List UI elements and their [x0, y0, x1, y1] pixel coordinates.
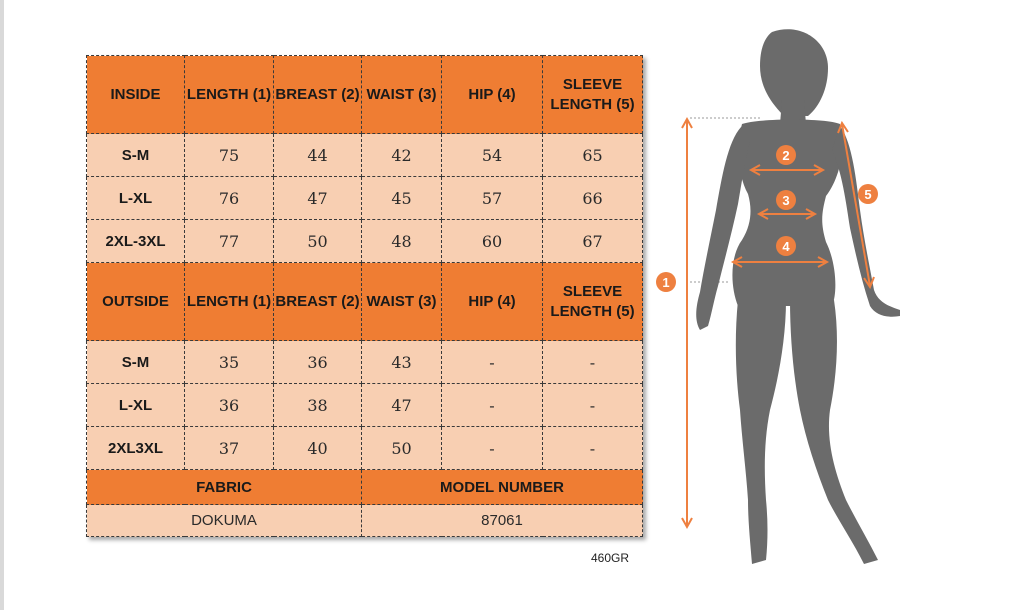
inside-header-label: INSIDE — [87, 56, 185, 134]
table-row — [87, 134, 643, 177]
value-cell: 48 — [362, 220, 442, 263]
footer-header-row — [87, 470, 643, 505]
value-cell: 35 — [185, 341, 274, 384]
value-cell: 38 — [274, 384, 362, 427]
table-row — [87, 427, 643, 470]
value-cell: 50 — [274, 220, 362, 263]
body-measurement-figure — [662, 20, 920, 580]
footer-value-row — [87, 505, 643, 537]
value-cell: - — [442, 341, 543, 384]
fabric-value: DOKUMA — [87, 505, 362, 537]
value-cell: - — [543, 341, 643, 384]
value-cell: - — [543, 427, 643, 470]
table-row — [87, 220, 643, 263]
value-cell: 75 — [185, 134, 274, 177]
outside-header-label: OUTSIDE — [87, 263, 185, 341]
value-cell: 65 — [543, 134, 643, 177]
value-cell: 67 — [543, 220, 643, 263]
table-row — [87, 341, 643, 384]
size-cell: S-M — [87, 341, 185, 384]
breast-header: BREAST (2) — [274, 56, 362, 134]
value-cell: 36 — [274, 341, 362, 384]
size-cell: 2XL-3XL — [87, 220, 185, 263]
size-cell: L-XL — [87, 384, 185, 427]
value-cell: 37 — [185, 427, 274, 470]
value-cell: 43 — [362, 341, 442, 384]
value-cell: - — [442, 427, 543, 470]
value-cell: 45 — [362, 177, 442, 220]
value-cell: 76 — [185, 177, 274, 220]
model-number-label: MODEL NUMBER — [362, 470, 643, 505]
length-header: LENGTH (1) — [185, 263, 274, 341]
breast-header: BREAST (2) — [274, 263, 362, 341]
value-cell: - — [442, 384, 543, 427]
waist-header: WAIST (3) — [362, 263, 442, 341]
waist-header: WAIST (3) — [362, 56, 442, 134]
sleeve-length-header: SLEEVE LENGTH (5) — [543, 56, 643, 134]
marker-4-label: 4 — [782, 239, 790, 254]
value-cell: 77 — [185, 220, 274, 263]
value-cell: 54 — [442, 134, 543, 177]
outside-header-row — [87, 263, 643, 341]
female-silhouette — [696, 29, 900, 564]
value-cell: 47 — [362, 384, 442, 427]
value-cell: 44 — [274, 134, 362, 177]
value-cell: 36 — [185, 384, 274, 427]
value-cell: 40 — [274, 427, 362, 470]
marker-3-label: 3 — [782, 193, 790, 208]
marker-1-label: 1 — [662, 275, 670, 290]
left-edge-strip — [0, 0, 4, 610]
sleeve-length-header: SLEEVE LENGTH (5) — [543, 263, 643, 341]
size-cell: 2XL3XL — [87, 427, 185, 470]
value-cell: 66 — [543, 177, 643, 220]
size-cell: L-XL — [87, 177, 185, 220]
model-number-value: 87061 — [362, 505, 643, 537]
size-chart-table — [86, 55, 643, 537]
value-cell: 50 — [362, 427, 442, 470]
length-header: LENGTH (1) — [185, 56, 274, 134]
value-cell: 42 — [362, 134, 442, 177]
marker-2-label: 2 — [782, 148, 790, 163]
fabric-label: FABRIC — [87, 470, 362, 505]
table-row — [87, 177, 643, 220]
hip-header: HIP (4) — [442, 56, 543, 134]
marker-5-label: 5 — [864, 187, 872, 202]
size-cell: S-M — [87, 134, 185, 177]
value-cell: 57 — [442, 177, 543, 220]
inside-header-row — [87, 56, 643, 134]
value-cell: - — [543, 384, 643, 427]
table-row — [87, 384, 643, 427]
value-cell: 47 — [274, 177, 362, 220]
length-arrow — [682, 119, 692, 527]
value-cell: 60 — [442, 220, 543, 263]
hip-header: HIP (4) — [442, 263, 543, 341]
product-code-label: 460GR — [591, 551, 630, 565]
